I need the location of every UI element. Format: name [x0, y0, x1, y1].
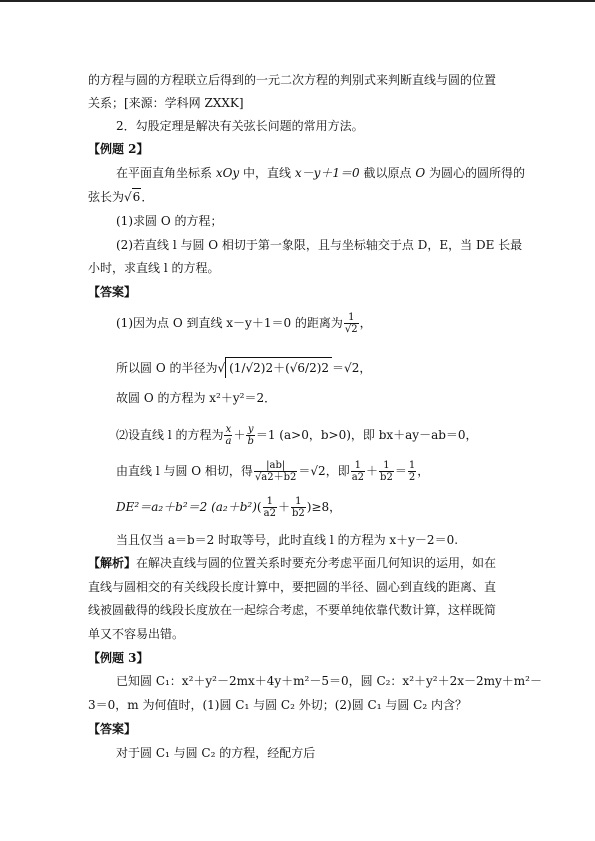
answer-step-2: 所以圆 O 的半径为√ (1/√2)2＋(√6/2)2 ＝√2， [116, 357, 371, 378]
example-3-heading: 【例题 3】 [88, 651, 149, 665]
denominator: a [225, 436, 232, 447]
text: DE²＝a₂＋b²＝2 (a₂＋b²) [116, 500, 257, 514]
text: 由直线 l 与圆 O 相切，得 [116, 464, 253, 478]
question-1: (1)求圆 O 的方程； [116, 214, 223, 228]
answer-line: 对于圆 C₁ 与圆 C₂ 的方程，经配方后 [116, 746, 316, 760]
answer-step-7: 当且仅当 a＝b＝2 时取等号，此时直线 l 的方程为 x＋y－2＝0. [116, 533, 459, 547]
text-line: 的方程与圆的方程联立后得到的一元二次方程的判别式来判断直线与圆的位置 [88, 73, 497, 87]
analysis-line-2: 直线与圆相交的有关线段长度计算中，要把圆的半径、圆心到直线的距离、直 [88, 580, 497, 594]
numerator: 1 [291, 496, 306, 508]
denominator: a2 [351, 472, 365, 483]
numerator: 1 [408, 460, 416, 471]
example-2-heading: 【例题 2】 [88, 142, 149, 156]
question-2: (2)若直线 l 与圆 O 相切于第一象限，且与坐标轴交于点 D，E，当 DE 长最 [116, 238, 523, 252]
fraction [408, 460, 416, 483]
text: ． [141, 190, 154, 204]
denominator: b2 [380, 472, 393, 483]
text: ⑵设直线 l 的方程为 [116, 428, 224, 442]
text-line: 关系；[来源：学科网 ZXXK] [88, 96, 244, 110]
text: ＝√2， [332, 361, 372, 375]
fraction [344, 312, 359, 335]
text: x－y＋1＝0 [294, 166, 360, 180]
radius-expression: (1/√2)2＋(√6/2)2 [225, 357, 332, 378]
analysis-line-4: 单又不容易出错。 [88, 627, 185, 641]
answer-step-4 [116, 424, 478, 447]
text: O [415, 166, 426, 180]
denominator: √a2＋b2 [254, 472, 297, 483]
fraction [379, 460, 394, 483]
analysis-line-1 [88, 555, 496, 571]
numerator: y [247, 424, 254, 435]
text: 在平面直角坐标系 [116, 166, 216, 180]
example-2-line-2: 弦长为√6． [88, 190, 154, 204]
numerator: x [225, 424, 232, 435]
answer-heading: 【答案】 [88, 285, 137, 299]
sqrt-6: 6 [132, 190, 141, 204]
fraction [291, 496, 306, 519]
fraction [351, 460, 365, 483]
text: (1)因为点 O 到直线 x－y＋1＝0 的距离为 [116, 316, 343, 330]
text: ＝1 (a>0，b>0)，即 bx＋ay－ab＝0， [255, 428, 478, 442]
text: ＝ [394, 464, 407, 478]
denominator: 2 [408, 472, 416, 483]
text: 2 [351, 324, 358, 335]
analysis-line-3: 线被圆截得的线段长度放在一起综合考虑，不要单纯依靠代数计算，这样既简 [88, 603, 497, 617]
answer-step-1 [116, 312, 372, 335]
analysis-heading: 【解析】 [88, 556, 137, 570]
text: xOy [215, 166, 240, 180]
text: ＋ [277, 500, 290, 514]
numerator: |ab| [254, 460, 297, 472]
fraction [246, 424, 254, 447]
text: 所以圆 O 的半径为 [116, 361, 218, 375]
numerator: 1 [379, 460, 394, 472]
denominator: √2 [344, 324, 358, 335]
fraction [254, 460, 297, 483]
text: 截以原点 [359, 166, 416, 180]
text: ≥8， [311, 500, 342, 514]
text: ＝√2，即 [298, 464, 350, 478]
answer-step-5 [116, 460, 429, 483]
text: 弦长为 [88, 190, 125, 204]
answer-step-3: 故圆 O 的方程为 x²＋y²＝2． [116, 391, 277, 405]
example-3-line-2: 3＝0，m 为何值时，(1)圆 C₁ 与圆 C₂ 外切；(2)圆 C₁ 与圆 C₂ 内含？ [88, 698, 467, 712]
text: ， [359, 316, 372, 330]
numerator: 1 [263, 496, 277, 508]
text: ， [417, 464, 430, 478]
text: ＋ [366, 464, 379, 478]
text-line: 2．勾股定理是解决有关弦长问题的常用方法。 [116, 119, 364, 133]
denominator: b [247, 436, 254, 447]
answer-step-6: DE²＝a₂＋b²＝2 (a₂＋b²)( $\frac{1}{a2}$ ＋ $\frac{1}{b2}$ )≥8， [116, 496, 342, 519]
text: ＋ [233, 428, 246, 442]
page-top-rule [0, 0, 595, 2]
numerator: 1 [344, 312, 359, 324]
denominator: b2 [291, 508, 305, 519]
numerator: 1 [351, 460, 365, 472]
example-3-line-1: 已知圆 C₁：x²＋y²－2mx＋4y＋m²－5＝0，圆 C₂：x²＋y²＋2x－2my＋m²－ [116, 674, 542, 688]
question-2-cont: 小时，求直线 l 的方程。 [88, 261, 220, 275]
answer-heading-2: 【答案】 [88, 722, 137, 736]
fraction [263, 496, 277, 519]
text: 在解决直线与圆的位置关系时要充分考虑平面几何知识的运用，如在 [136, 556, 497, 570]
denominator: a2 [263, 508, 276, 519]
text: 为圆心的圆所得的 [425, 166, 525, 180]
text: 中，直线 [239, 166, 295, 180]
fraction [224, 424, 232, 447]
example-2-line-1 [116, 165, 525, 181]
